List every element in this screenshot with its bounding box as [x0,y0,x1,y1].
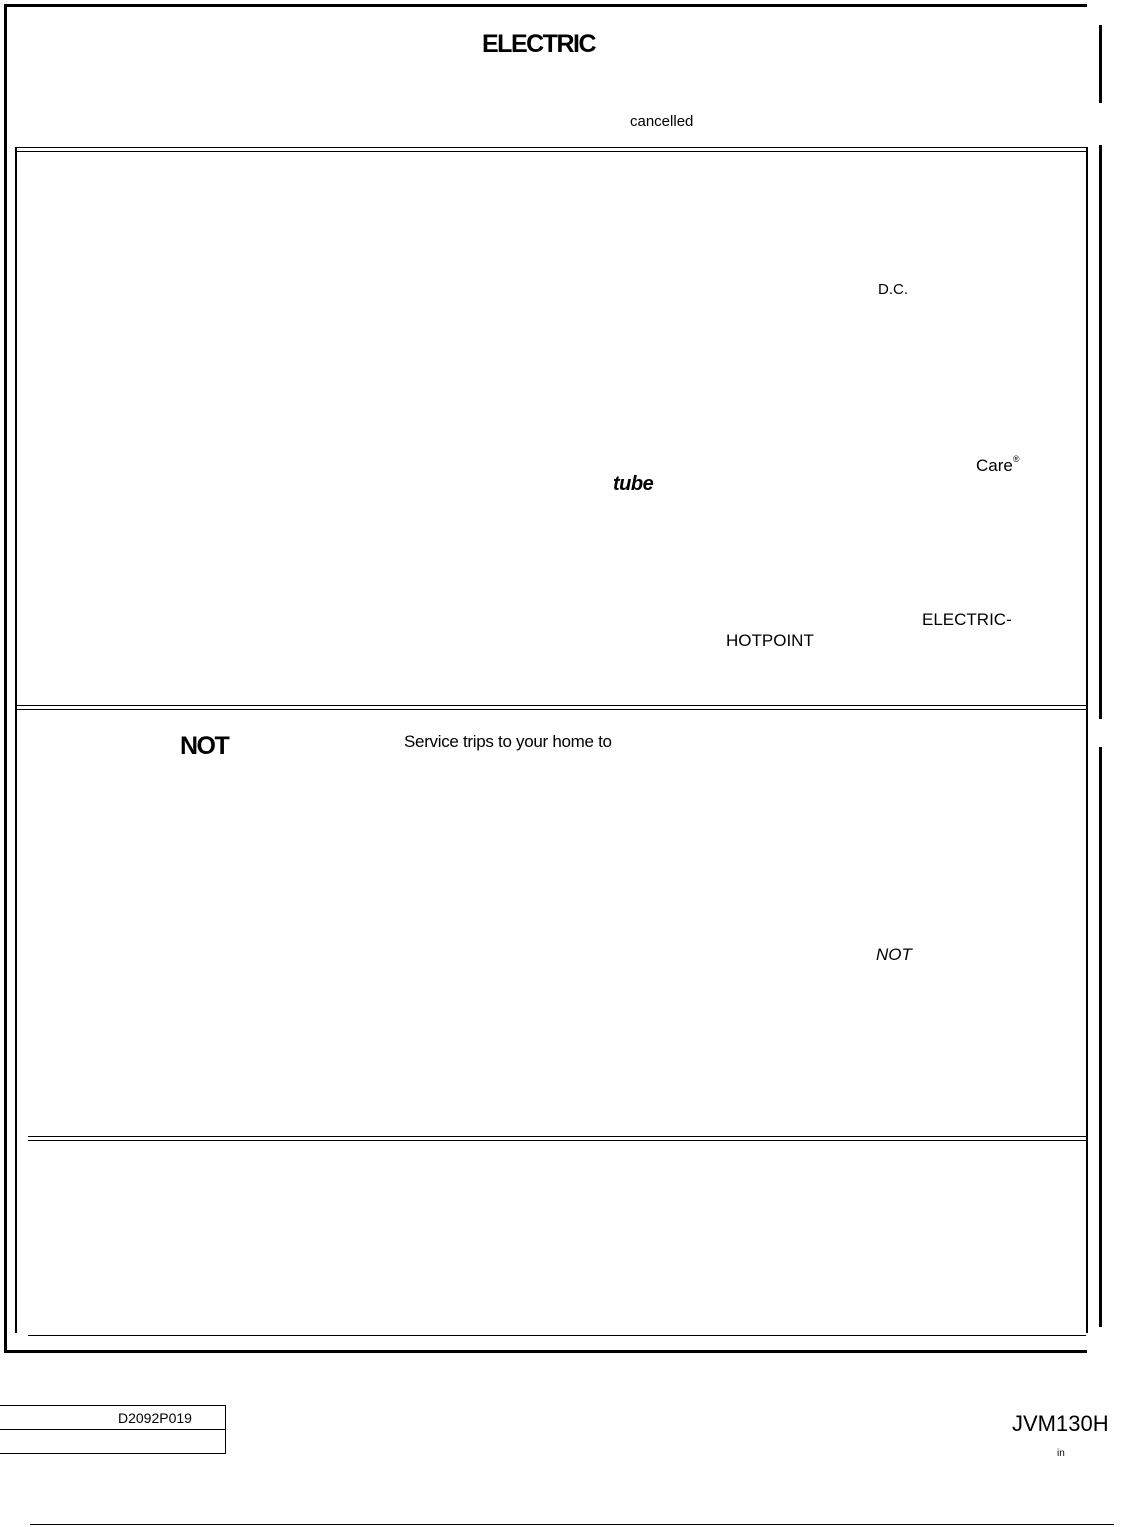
footer-fragment: in [1057,1448,1065,1459]
inner-left-rule [15,148,17,1333]
care-program-label [976,454,1020,475]
care-program-text: Care [976,456,1013,475]
part-number-box [0,1405,226,1454]
right-border-segment-1 [1099,25,1102,103]
brand-hyphenated: ELECTRIC- [922,610,1012,629]
tube-term: tube [613,473,654,495]
not-emphasis: NOT [876,945,912,964]
cancelled-text: cancelled [630,113,694,130]
not-heading: NOT [180,732,229,760]
inner-right-rule [1086,148,1088,1333]
brand-hotpoint: HOTPOINT [726,631,814,650]
part-box-divider [0,1429,225,1430]
warranty-frame [4,4,1087,1353]
section-divider-3 [28,1136,1086,1141]
part-number: D2092P019 [118,1410,192,1426]
right-border-segment-3 [1099,747,1102,1327]
exclusion-item-service-trips: Service trips to your home to [404,732,612,751]
location-abbrev: D.C. [878,281,908,298]
section-divider-2 [15,705,1088,710]
section-divider-1 [15,147,1088,152]
right-border-segment-2 [1099,145,1102,719]
model-number: JVM130H [1012,1411,1109,1436]
section-divider-4 [28,1335,1086,1336]
registered-mark: ® [1012,454,1020,464]
bottom-rule [30,1524,1114,1525]
brand-heading: ELECTRIC [482,30,595,58]
